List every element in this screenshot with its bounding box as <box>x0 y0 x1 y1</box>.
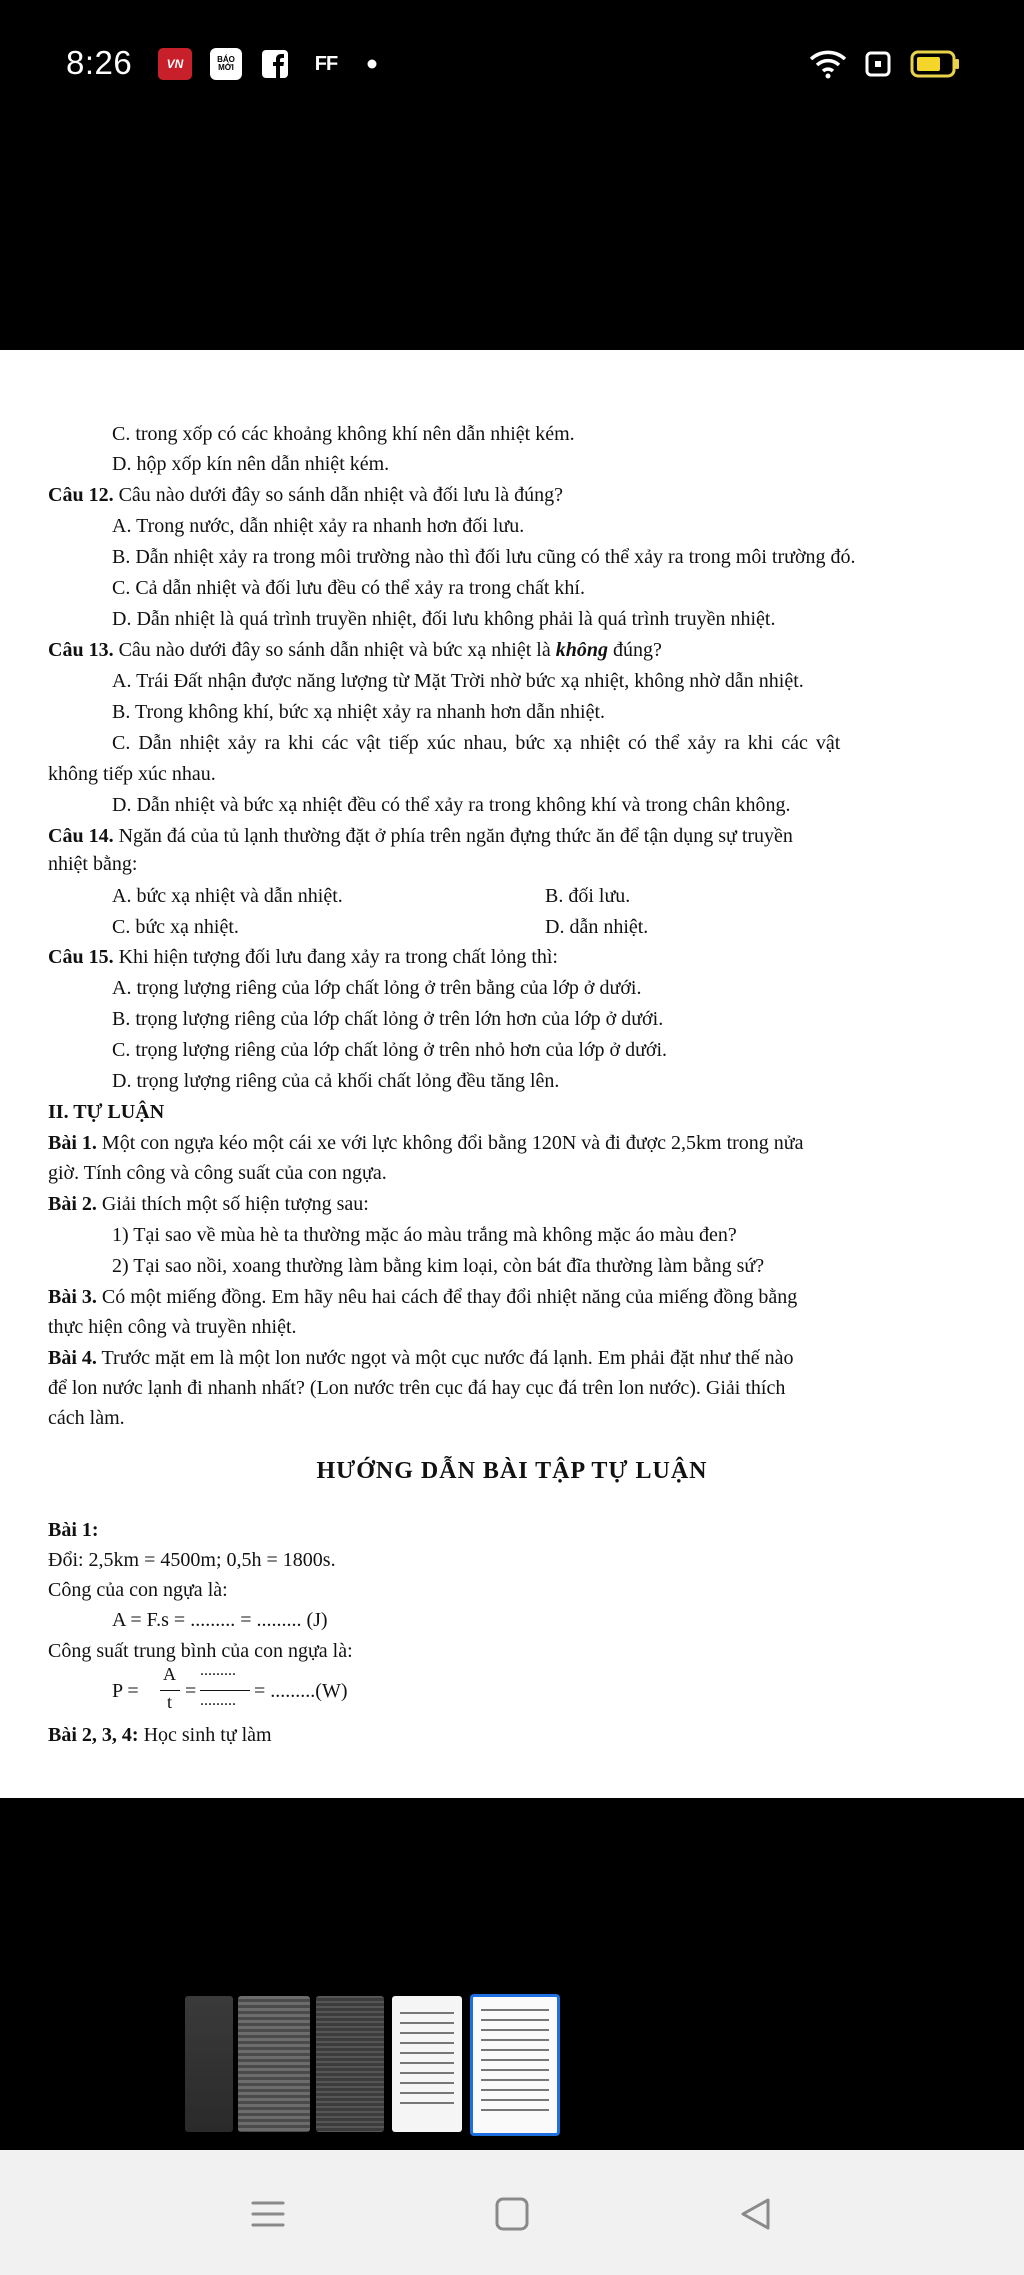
navigation-bar <box>0 2150 1024 2275</box>
thumbnail[interactable] <box>185 1996 233 2132</box>
closing-label: Bài 2, 3, 4: <box>48 1724 139 1746</box>
bao-moi-label-bottom: MỚI <box>218 63 234 72</box>
doc-line: Đổi: 2,5km = 4500m; 0,5h = 1800s. <box>48 1549 336 1571</box>
exercise-number: Bài 1. <box>48 1132 97 1154</box>
dot-icon <box>366 48 378 80</box>
question-14 <box>48 824 793 848</box>
question-text: Câu nào dưới đây so sánh dẫn nhiệt và đối lưu là đúng? <box>113 484 563 506</box>
thumbnail[interactable] <box>392 1996 462 2132</box>
equals-sign: = <box>185 1680 197 1702</box>
thumbnail-strip <box>0 1996 1024 2136</box>
guide-heading: HƯỚNG DẪN BÀI TẬP TỰ LUẬN <box>316 1458 708 1484</box>
doc-line: D. hộp xốp kín nên dẫn nhiệt kém. <box>112 453 390 475</box>
bao-moi-label-top: BÁO <box>217 55 235 64</box>
emphasis-text: không <box>555 639 608 661</box>
answer-d: D. dẫn nhiệt. <box>545 916 649 938</box>
nfc-icon <box>864 48 892 80</box>
exercise-1 <box>48 1131 804 1155</box>
question-number: Câu 12. <box>48 484 114 506</box>
vn-app-label: VN <box>166 57 184 71</box>
doc-line: A. Trong nước, dẫn nhiệt xảy ra nhanh hơn đối lưu. <box>112 515 525 537</box>
menu-icon[interactable] <box>248 2194 288 2234</box>
bao-moi-icon <box>210 48 242 80</box>
ff-icon <box>311 48 341 80</box>
doc-line: C. Cả dẫn nhiệt và đối lưu đều có thể xảy ra trong chất khí. <box>112 577 585 599</box>
doc-line: D. Dẫn nhiệt và bức xạ nhiệt đều có thể xảy ra trong không khí và trong chân không. <box>112 794 791 816</box>
doc-line: B. trọng lượng riêng của lớp chất lỏng ở trên lớn hơn của lớp ở dưới. <box>112 1008 664 1030</box>
document-page[interactable] <box>0 350 1024 1798</box>
wifi-icon <box>808 48 848 80</box>
question-text-end: đúng? <box>607 639 662 661</box>
doc-line: giờ. Tính công và công suất của con ngựa. <box>48 1162 387 1184</box>
home-icon[interactable] <box>492 2194 532 2234</box>
formula-power-label: P = <box>112 1680 139 1702</box>
doc-line: cách làm. <box>48 1407 125 1429</box>
doc-line: không tiếp xúc nhau. <box>48 763 216 785</box>
question-text: Câu nào dưới đây so sánh dẫn nhiệt và bức xạ nhiệt là <box>113 639 556 661</box>
question-text: Ngăn đá của tủ lạnh thường đặt ở phía trên ngăn đựng thức ăn để tận dụng sự truyền <box>113 825 793 847</box>
doc-line: A. trọng lượng riêng của lớp chất lỏng ở trên bằng của lớp ở dưới. <box>112 977 642 999</box>
status-bar <box>0 0 1024 130</box>
fraction-numerator: A <box>163 1664 176 1684</box>
exercise-text: Trước mặt em là một lon nước ngọt và một cục nước đá lạnh. Em phải đặt như thế nào <box>96 1347 794 1369</box>
fraction-bar <box>160 1690 180 1691</box>
facebook-icon <box>262 50 288 78</box>
doc-line: thực hiện công và truyền nhiệt. <box>48 1316 297 1338</box>
doc-line: C. Dẫn nhiệt xảy ra khi các vật tiếp xúc nhau, bức xạ nhiệt có thể xảy ra khi các vật <box>112 732 841 754</box>
closing-note <box>48 1723 272 1747</box>
exercise-text: Giải thích một số hiện tượng sau: <box>96 1193 369 1215</box>
doc-line: D. trọng lượng riêng của cả khối chất lỏng đều tăng lên. <box>112 1070 560 1092</box>
question-15 <box>48 945 558 969</box>
doc-line: Công suất trung bình của con ngựa là: <box>48 1640 353 1662</box>
question-number: Câu 13. <box>48 639 114 661</box>
answer-b: B. đối lưu. <box>545 885 631 907</box>
doc-line: D. Dẫn nhiệt là quá trình truyền nhiệt, đối lưu không phải là quá trình truyền nhiệt. <box>112 608 776 630</box>
closing-text: Học sinh tự làm <box>138 1724 272 1746</box>
solution-label: Bài 1: <box>48 1519 99 1541</box>
doc-line: A. Trái Đất nhận được năng lượng từ Mặt Trời nhờ bức xạ nhiệt, không nhờ dẫn nhiệt. <box>112 670 804 692</box>
battery-icon <box>910 48 960 80</box>
answer-a: A. bức xạ nhiệt và dẫn nhiệt. <box>112 885 343 907</box>
doc-line: để lon nước lạnh đi nhanh nhất? (Lon nước trên cục đá hay cục đá trên lon nước). Giải thích <box>48 1377 786 1399</box>
exercise-text: Một con ngựa kéo một cái xe với lực không đổi bằng 120N và đi được 2,5km trong nửa <box>96 1132 804 1154</box>
question-number: Câu 15. <box>48 946 114 968</box>
fraction-numerator-blank: ......... <box>200 1662 236 1679</box>
doc-line: nhiệt bằng: <box>48 853 138 875</box>
thumbnail[interactable] <box>316 1996 384 2132</box>
doc-line: Công của con ngựa là: <box>48 1579 228 1601</box>
question-number: Câu 14. <box>48 825 114 847</box>
exercise-number: Bài 2. <box>48 1193 97 1215</box>
formula-work: A = F.s = ......... = ......... (J) <box>112 1609 328 1631</box>
question-text: Khi hiện tượng đối lưu đang xảy ra trong chất lỏng thì: <box>113 946 558 968</box>
ff-label: FF <box>314 52 338 75</box>
fraction-denominator-blank: ......... <box>200 1692 236 1709</box>
fraction-denominator: t <box>167 1692 173 1712</box>
exercise-2 <box>48 1192 369 1216</box>
doc-line: B. Dẫn nhiệt xảy ra trong môi trường nào thì đối lưu cũng có thể xảy ra trong môi trường đó. <box>112 546 856 568</box>
back-icon[interactable] <box>736 2194 776 2234</box>
doc-line: C. trong xốp có các khoảng không khí nên dẫn nhiệt kém. <box>112 423 575 445</box>
section-heading: II. TỰ LUẬN <box>48 1101 165 1123</box>
fraction-bar <box>200 1690 250 1691</box>
formula-power-result: = .........(W) <box>254 1680 348 1702</box>
doc-line: B. Trong không khí, bức xạ nhiệt xảy ra nhanh hơn dẫn nhiệt. <box>112 701 606 723</box>
exercise-4 <box>48 1346 794 1370</box>
exercise-number: Bài 3. <box>48 1286 97 1308</box>
thumbnail-selected[interactable] <box>470 1994 560 2136</box>
exercise-number: Bài 4. <box>48 1347 97 1369</box>
vn-app-icon <box>158 48 192 80</box>
answer-c: C. bức xạ nhiệt. <box>112 916 239 938</box>
doc-line: C. trọng lượng riêng của lớp chất lỏng ở trên nhỏ hơn của lớp ở dưới. <box>112 1039 668 1061</box>
question-13 <box>48 638 662 662</box>
doc-line: 1) Tại sao về mùa hè ta thường mặc áo màu trắng mà không mặc áo màu đen? <box>112 1224 737 1246</box>
question-12 <box>48 483 563 507</box>
status-time: 8:26 <box>66 44 133 81</box>
exercise-text: Có một miếng đồng. Em hãy nêu hai cách để thay đổi nhiệt năng của miếng đồng bằng <box>96 1286 798 1308</box>
thumbnail[interactable] <box>238 1996 310 2132</box>
bao-moi-label <box>217 56 235 72</box>
doc-line: 2) Tại sao nồi, xoang thường làm bằng kim loại, còn bát đĩa thường làm bằng sứ? <box>112 1255 765 1277</box>
exercise-3 <box>48 1285 797 1309</box>
